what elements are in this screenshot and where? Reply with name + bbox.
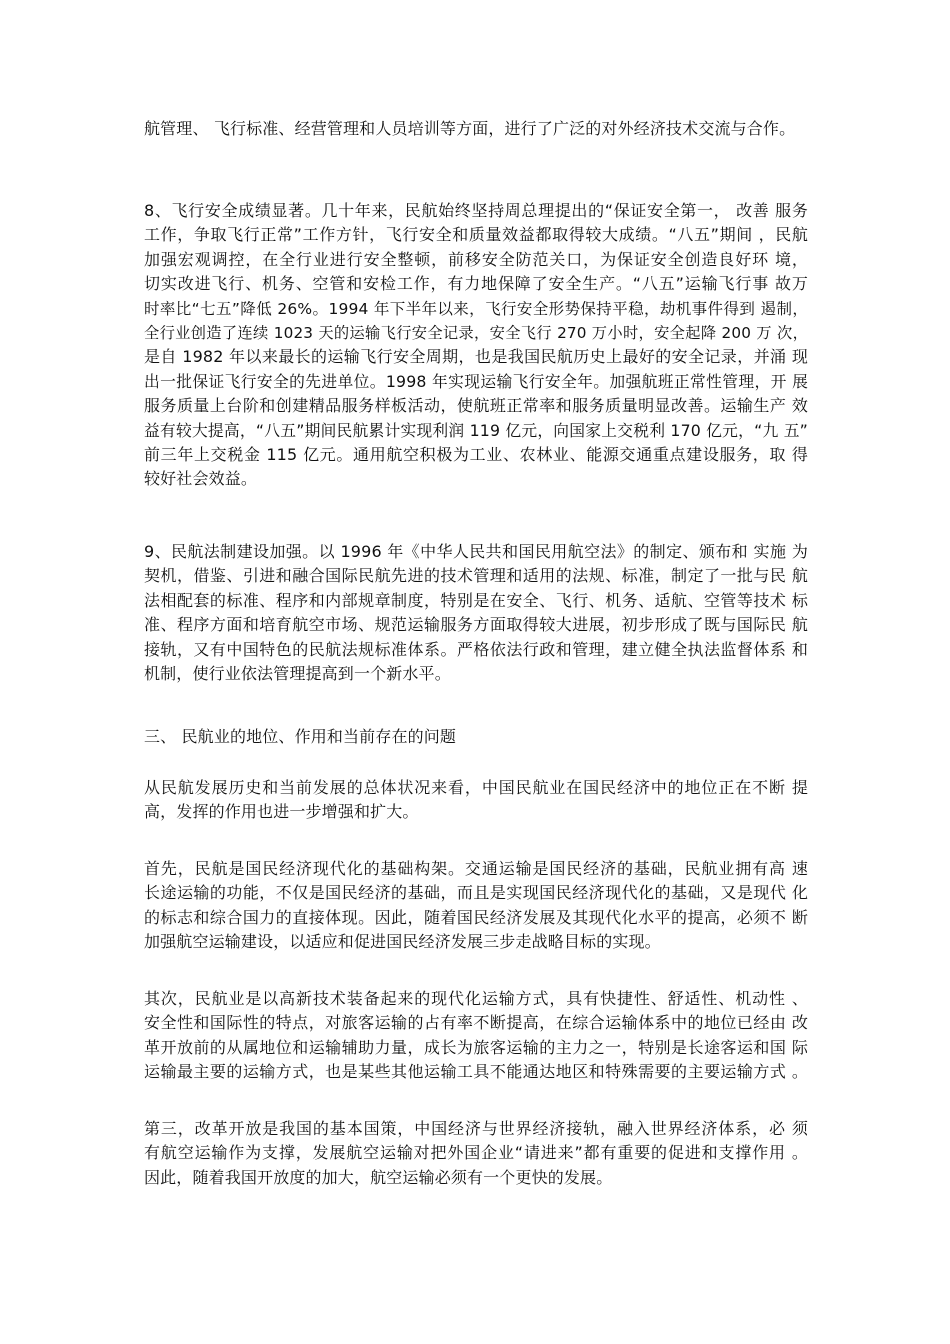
text-line: 长途运输的功能，不仅是国民经济的基础，而且是实现国民经济现代化的基础，又是现代 化 [144,883,808,903]
text-line: 首先，民航是国民经济现代化的基础构架。交通运输是国民经济的基础，民航业拥有高 速 [144,859,808,878]
paragraph-legal-system [144,540,808,686]
text-line: 前三年上交税金 115 亿元。通用航空积极为工业、农林业、能源交通重点建设服务，取 得 [144,445,808,465]
text-line: 运输最主要的运输方式，也是某些其他运输工具不能通达地区和特殊需要的主要运输方式 。 [144,1062,808,1082]
text-line: 是自 1982 年以来最长的运输飞行安全周期，也是我国民航历史上最好的安全记录，并涌 现 [144,347,808,367]
text-line: 机制，使行业依法管理提高到一个新水平。 [144,664,451,684]
text-line: 第三，改革开放是我国的基本国策，中国经济与世界经济接轨，融入世界经济体系，必 须 [144,1119,808,1138]
section-heading-three [144,725,808,749]
text-line: 8、飞行安全成绩显著。几十年来，民航始终坚持周总理提出的“保证安全第一， 改善 服务 [144,201,808,220]
text-line: 法相配套的标准、程序和内部规章制度，特别是在安全、飞行、机务、适航、空管等技术 标 [144,590,808,610]
text-line: 高，发挥的作用也进一步增强和扩大。 [144,802,419,822]
text-line: 时率比“七五”降低 26%。1994 年下半年以来，飞行安全形势保持平稳，劫机事件得到 遏制， [144,299,808,318]
text-line: 从民航发展历史和当前发展的总体状况来看，中国民航业在国民经济中的地位正在不断 提 [144,778,808,797]
paragraph-first-point [144,857,808,955]
paragraph-third-point [144,1117,808,1190]
paragraph-second-point [144,987,808,1085]
text-line: 加强航空运输建设，以适应和促进国民经济发展三步走战略目标的实现。 [144,932,661,952]
paragraph-intro-continuation [144,117,808,141]
text-line: 出一批保证飞行安全的先进单位。1998 年实现运输飞行安全年。加强航班正常性管理，开 展 [144,371,808,391]
section-heading-text: 三、 民航业的地位、作用和当前存在的问题 [144,727,457,746]
paragraph-flight-safety [144,199,808,492]
text-line: 接轨，又有中国特色的民航法规标准体系。严格依法行政和管理，建立健全执法监督体系 和 [144,639,808,659]
text-line: 益有较大提高，“八五”期间民航累计实现利润 119 亿元，向国家上交税利 170 亿元，“九 五” [144,420,808,440]
text-line: 安全性和国际性的特点，对旅客运输的占有率不断提高，在综合运输体系中的地位已经由 改 [144,1013,808,1033]
text-line: 因此，随着我国开放度的加大，航空运输必须有一个更快的发展。 [144,1167,613,1187]
text-line: 的标志和综合国力的直接体现。因此，随着国民经济发展及其现代化水平的提高，必须不 断 [144,907,808,927]
text-line: 革开放前的从属地位和运输辅助力量，成长为旅客运输的主力之一，特别是长途客运和国 际 [144,1037,808,1057]
text-line: 全行业创造了连续 1023 天的运输飞行安全记录，安全飞行 270 万小时，安全起降 200 万 次， [144,324,808,343]
text-line: 9、民航法制建设加强。以 1996 年《中华人民共和国民用航空法》的制定、颁布和 实施 为 [144,542,808,561]
text-line: 准、程序方面和培育航空市场、规范运输服务方面取得较大进展，初步形成了既与国际民 航 [144,615,808,635]
text-line: 契机，借鉴、引进和融合国际民航先进的技术管理和适用的法规、标准，制定了一批与民 航 [144,566,808,586]
text-line: 切实改进飞行、机务、空管和安检工作，有力地保障了安全生产。“八五”运输飞行事 故万 [144,274,808,294]
text-line: 加强宏观调控，在全行业进行安全整顿，前移安全防范关口，为保证安全创造良好环 境， [144,249,808,269]
paragraph-status-overview [144,776,808,825]
text-line: 航管理、 飞行标准、经营管理和人员培训等方面，进行了广泛的对外经济技术交流与合作。 [144,119,796,138]
text-line: 有航空运输作为支撑，发展航空运输对把外国企业“请进来”都有重要的促进和支撑作用 。 [144,1143,808,1163]
text-line: 服务质量上台阶和创建精品服务样板活动，使航班正常率和服务质量明显改善。运输生产 效 [144,396,808,416]
text-line: 工作，争取飞行正常”工作方针，飞行安全和质量效益都取得较大成绩。“八五”期间 ，民航 [144,225,808,245]
text-line: 其次，民航业是以高新技术装备起来的现代化运输方式，具有快捷性、舒适性、机动性 、 [144,989,808,1008]
text-line: 较好社会效益。 [144,469,258,489]
